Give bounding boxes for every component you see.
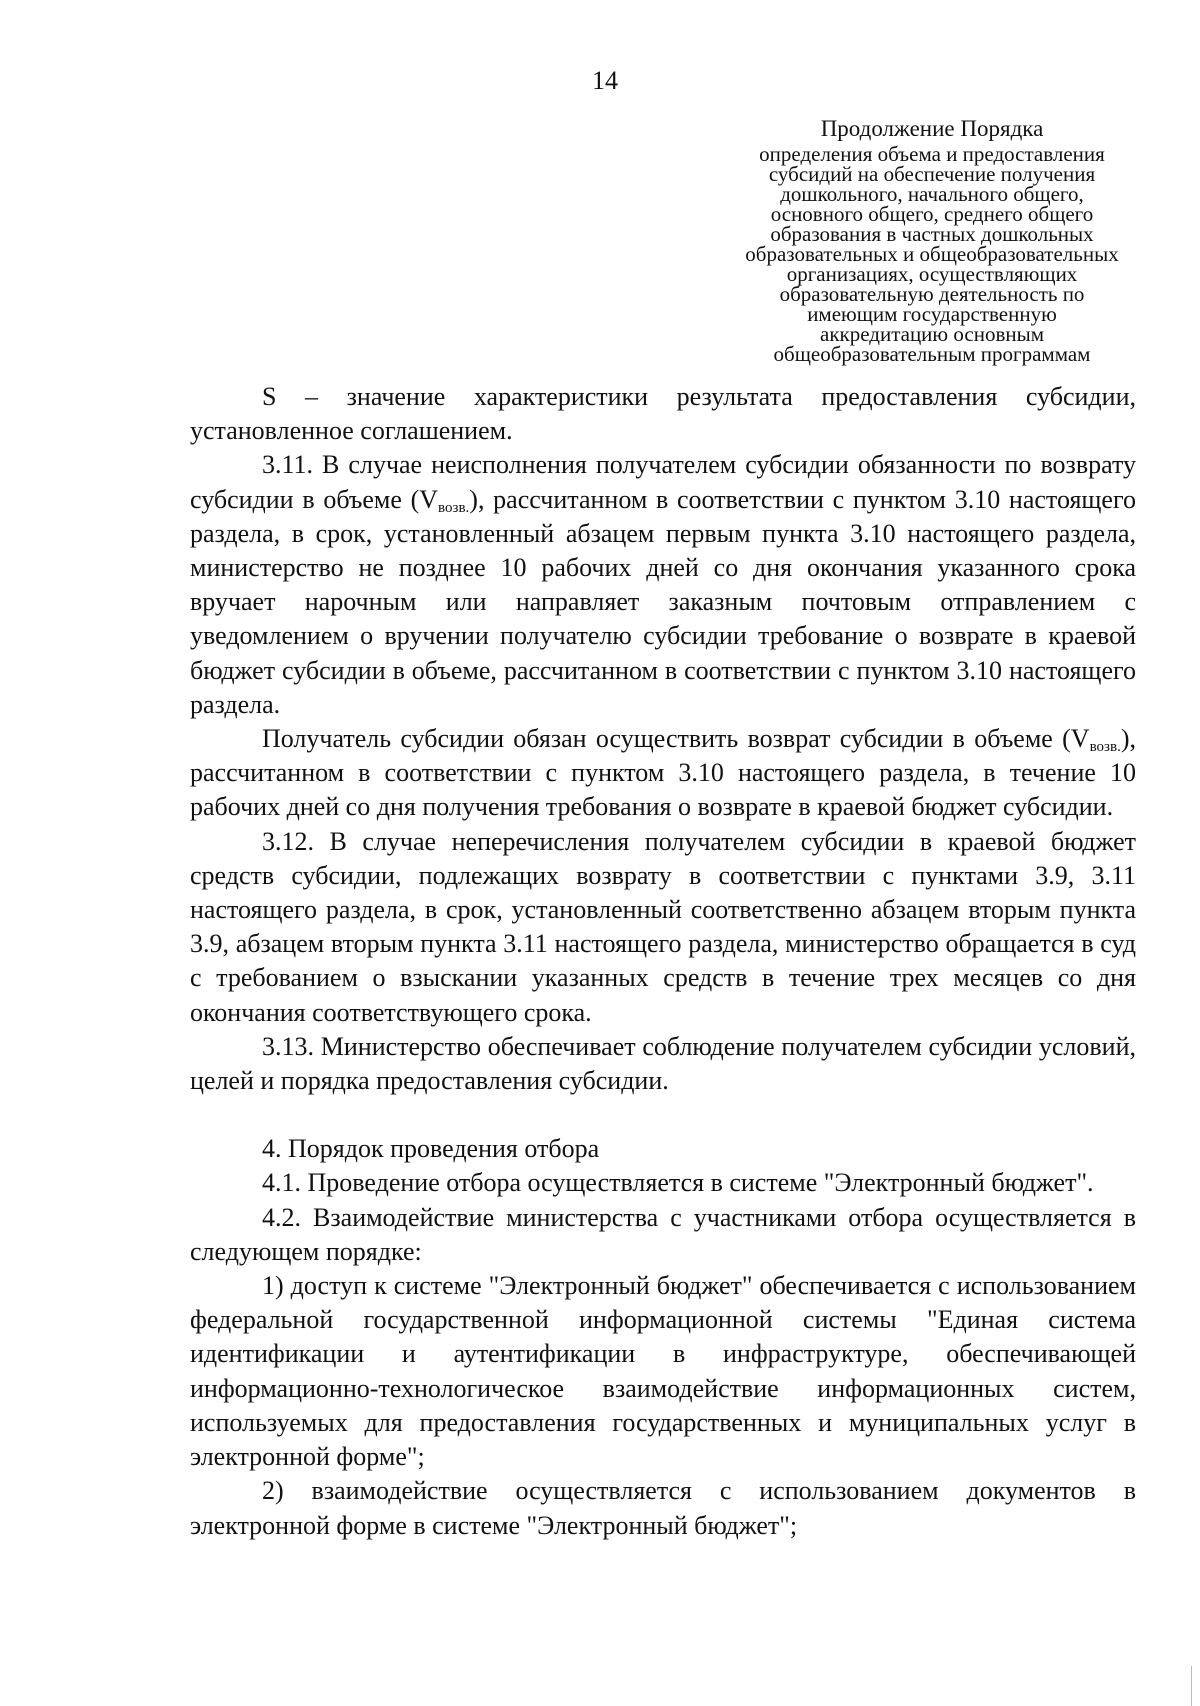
paragraph-3-11 <box>190 448 1136 722</box>
paragraph-recipient-obligation <box>190 722 1136 825</box>
paragraph-4-1: 4.1. Проведение отбора осуществляется в системе "Электронный бюджет". <box>262 1168 1094 1198</box>
header-line: общеобразовательным программам <box>773 342 1091 366</box>
paragraph-3-11-part-a: 3.11. В случае неисполнения получателем субсидии обязанности по возврату субсидии в объеме (V <box>190 450 1136 514</box>
page-number: 14 <box>592 66 618 95</box>
paragraph-4-2-item-2: 2) взаимодействие осуществляется с использованием документов в электронной форме в системе "Электронный бюджет"; <box>190 1476 1136 1540</box>
scan-edge-mark <box>1191 1666 1200 1706</box>
paragraph-recipient-part-b: ), рассчитанном в соответствии с пунктом 3.10 настоящего раздела, в течение 10 рабочих дней со дня получения требования о возврате в краевой бюджет субсидии. <box>190 724 1136 822</box>
paragraph-4-2: 4.2. Взаимодействие министерства с участниками отбора осуществляется в следующем порядке: <box>190 1202 1136 1266</box>
header-line: основного общего, среднего общего <box>770 202 1094 226</box>
header-line: дошкольного, начального общего, <box>780 182 1084 206</box>
paragraph-3-12: 3.12. В случае неперечисления получателем субсидии в краевой бюджет средств субсидии, подлежащих возврату в соответствии с пунктами 3.9, 3.11 настоящего раздела, в срок, установленный соответственно абзацем вторым пункта 3.9, абзацем вторым пункта 3.11 настоящего раздела, министерство обращается в суд с требованием о взыскании указанных средств в течение трех месяцев со дня окончания соответствующего срока. <box>190 826 1136 1027</box>
paragraph-s-definition: S – значение характеристики результата предоставления субсидии, установленное соглашением. <box>190 382 1136 446</box>
header-block <box>712 114 1152 364</box>
paragraph-recipient-subscript: возв. <box>1089 739 1121 756</box>
paragraph-3-11-part-b: ), рассчитанном в соответствии с пунктом 3.10 настоящего раздела, в срок, установленный абзацем первым пункта 3.10 настоящего раздела, министерство не позднее 10 рабочих дней со дня окончания указанного срока вручает нарочным или направляет заказным почтовым отправлением с уведомлением о вручении получателю субсидии требование о возврате в краевой бюджет субсидии в объеме, рассчитанном в соответствии с пунктом 3.10 настоящего раздела. <box>190 484 1136 719</box>
header-line: организациях, осуществляющих <box>786 262 1078 286</box>
document-body <box>190 380 1136 1543</box>
header-line: образовательную деятельность по <box>779 282 1085 306</box>
paragraph-3-11-subscript: возв. <box>438 499 470 516</box>
section-4-heading: 4. Порядок проведения отбора <box>262 1134 600 1164</box>
header-line: образовательных и общеобразовательных <box>745 242 1119 266</box>
paragraph-3-13: 3.13. Министерство обеспечивает соблюдение получателем субсидии условий, целей и порядка предоставления субсидии. <box>190 1031 1136 1096</box>
paragraph-4-2-item-1: 1) доступ к системе "Электронный бюджет" обеспечивается с использованием федеральной государственной информационной системы "Единая система идентификации и аутентификации в инфраструктуре, обеспечивающей информационно-технологическое взаимодействие информационных систем, используемых для предоставления государственных и муниципальных услуг в электронной форме"; <box>190 1271 1136 1472</box>
header-line: имеющим государственную <box>807 302 1057 326</box>
header-line: аккредитацию основным <box>820 322 1044 346</box>
header-line: образования в частных дошкольных <box>770 222 1094 246</box>
paragraph-recipient-part-a: Получатель субсидии обязан осуществить возврат субсидии в объеме (V <box>262 724 1090 754</box>
header-line: определения объема и предоставления <box>759 142 1105 166</box>
header-line: субсидий на обеспечение получения <box>768 162 1096 186</box>
header-title: Продолжение Порядка <box>820 116 1044 141</box>
